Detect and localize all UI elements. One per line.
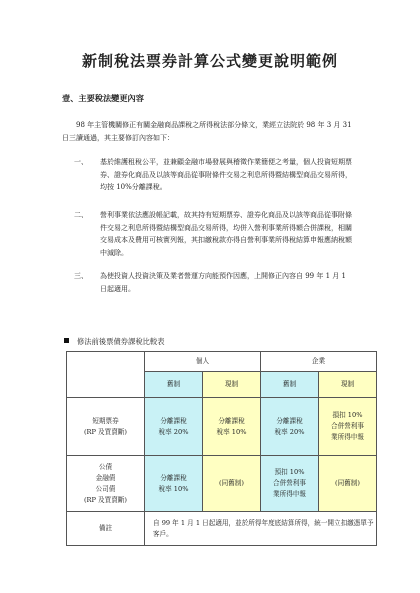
list-item-text: 基於維護租稅公平，並兼顧金融市場發展與稽徵作業簡便之考量，個人投資短期票券、證券化商品及以該等商品從事附條件交易之利息所得暨結構型商品交易所得，均按 10%分離課稅。 <box>100 158 352 191</box>
square-bullet-icon <box>64 338 69 343</box>
cell-line: 合併營利事 <box>273 479 306 487</box>
table-caption <box>64 337 165 347</box>
page-title: 新制稅法票券計算公式變更說明範例 <box>81 52 338 70</box>
section-heading: 壹、主要稅法變更內容 <box>62 93 144 103</box>
cell-line: 合併營利事 <box>331 422 364 430</box>
cell-line: 分離課稅 <box>160 473 187 482</box>
list-item-number: 一、 <box>74 158 88 166</box>
header-old-corporate: 舊制 <box>261 372 319 398</box>
header-corporate: 企業 <box>261 352 377 372</box>
row-label-line: (RP 及買賣斷) <box>83 427 128 436</box>
cell-line: 分離課稅 <box>218 416 245 425</box>
list-item-text: 營利事業依法應設帳記載，故其持有短期票券、證券化商品及以該等商品從事附條件交易之利息所得暨結構型商品交易所得，均併入營利事業所得額合併課稅，相關交易成本及費用可核實列報，其扣繳稅款亦得自營利事業所得稅結算申報應納稅額中減除。 <box>100 211 352 257</box>
cell-line: 業所得申報 <box>331 433 364 441</box>
list-item-text: 為使投資人投資決策及業者營運方向能預作因應，上開修正內容自 99 年 1 月 1 日起適用。 <box>100 272 346 293</box>
intro-paragraph: 98 年主管機關修正有關金融商品課稅之所得稅法部分條文，業經立法院於 98 年 3 月 31 日三讀通過，其主要修訂內容如下： <box>62 121 352 142</box>
table-cell: (同舊制) <box>203 456 261 512</box>
row-label <box>67 398 145 456</box>
table-row <box>67 398 377 456</box>
row-label-line: (RP 及買賣斷) <box>83 495 128 504</box>
table-row <box>67 512 377 546</box>
table-cell <box>319 398 377 456</box>
note-label: 備註 <box>67 512 145 546</box>
row-label-line: 短期票券 <box>92 416 119 425</box>
header-new-corporate: 現制 <box>319 372 377 398</box>
row-label-line: 公司債 <box>95 484 116 493</box>
table-caption-text: 修法前後票債券課稅比較表 <box>77 337 165 346</box>
cell-line: 分離課稅 <box>160 416 187 425</box>
table-cell <box>261 398 319 456</box>
cell-line: 預扣 10% <box>274 468 305 476</box>
comparison-table <box>66 351 377 546</box>
list-item-number: 三、 <box>74 272 88 280</box>
cell-line: 稅率 10% <box>216 427 247 436</box>
header-individual: 個人 <box>145 352 261 372</box>
cell-line: 業所得申報 <box>273 490 306 498</box>
cell-line: 稅率 20% <box>274 427 305 436</box>
table-cell <box>203 398 261 456</box>
list-item-number: 二、 <box>74 211 88 219</box>
row-label-line: 金融債 <box>95 473 116 482</box>
header-new-individual: 現制 <box>203 372 261 398</box>
row-label <box>67 456 145 512</box>
table-cell <box>261 456 319 512</box>
cell-line: 稅率 20% <box>158 427 189 436</box>
row-label-line: 公債 <box>98 462 113 471</box>
cell-line: 稅率 10% <box>158 484 189 493</box>
note-text: 自 99 年 1 月 1 日起適用，並於所得年度底結算所得，統一開立扣繳憑單予客戶。 <box>145 512 377 546</box>
table-cell <box>145 398 203 456</box>
header-old-individual: 舊制 <box>145 372 203 398</box>
table-cell <box>145 456 203 512</box>
cell-line: 損扣 10% <box>332 411 363 419</box>
table-row <box>67 456 377 512</box>
table-corner-cell <box>67 352 145 398</box>
cell-line: 分離課稅 <box>276 416 303 425</box>
table-cell: (同舊制) <box>319 456 377 512</box>
